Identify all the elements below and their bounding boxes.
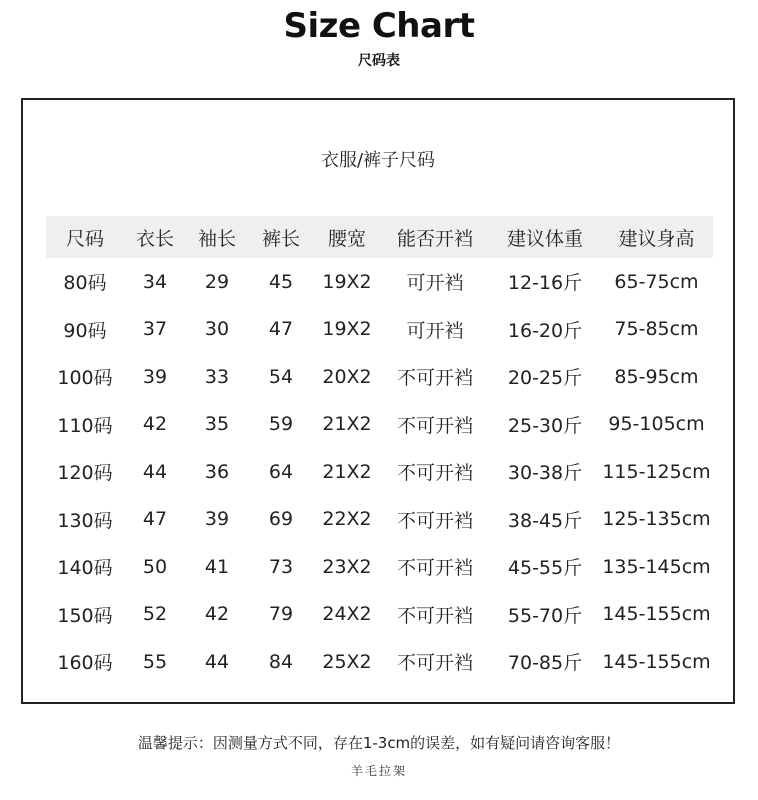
table-cell: 125-135cm [602, 508, 711, 531]
table-cell: 65-75cm [614, 270, 699, 293]
table-cell: 25X2 [322, 650, 372, 673]
table-cell: 69 [268, 508, 294, 531]
table-cell: 64 [268, 460, 294, 483]
table-cell: 135-145cm [602, 555, 711, 578]
table-cell: 41 [204, 555, 230, 578]
table-cell: 34 [142, 270, 168, 293]
table-cell: 150码 [57, 604, 113, 627]
table-cell: 100码 [57, 367, 113, 390]
column-header: 建议身高 [618, 227, 695, 250]
table-cell: 84 [268, 650, 294, 673]
table-cell: 54 [268, 365, 294, 388]
table-cell: 不可开裆 [396, 604, 473, 627]
column-header: 袖长 [197, 227, 236, 250]
table-cell: 16-20斤 [507, 319, 583, 342]
table-cell: 38-45斤 [507, 509, 583, 532]
table-cell: 44 [204, 650, 230, 673]
size-chart-frame [21, 98, 735, 704]
size-table [46, 216, 713, 686]
column-header: 衣长 [135, 227, 174, 250]
table-row [46, 353, 713, 401]
table-cell: 80码 [63, 272, 107, 295]
column-header: 尺码 [65, 227, 104, 250]
table-cell: 30 [204, 318, 230, 341]
table-row [46, 496, 713, 544]
table-cell: 47 [142, 508, 168, 531]
table-cell: 23X2 [322, 555, 372, 578]
page-title: Size Chart [283, 6, 475, 46]
table-cell: 不可开裆 [396, 652, 473, 675]
table-cell: 79 [268, 603, 294, 626]
table-header-row [46, 216, 713, 258]
table-cell: 21X2 [322, 413, 372, 436]
table-row [46, 401, 713, 449]
table-cell: 70-85斤 [507, 652, 583, 675]
column-header: 裤长 [261, 227, 300, 250]
table-cell: 55 [142, 650, 168, 673]
table-cell: 24X2 [322, 603, 372, 626]
table-cell: 19X2 [322, 270, 372, 293]
table-cell: 37 [142, 318, 168, 341]
section-title: 衣服/裤子尺码 [320, 150, 436, 171]
table-cell: 145-155cm [602, 650, 711, 673]
table-cell: 39 [142, 365, 168, 388]
table-cell: 21X2 [322, 460, 372, 483]
table-row [46, 306, 713, 354]
table-cell: 115-125cm [602, 460, 711, 483]
table-cell: 29 [204, 270, 230, 293]
table-cell: 19X2 [322, 318, 372, 341]
table-cell: 20-25斤 [507, 367, 583, 390]
column-header: 建议体重 [506, 227, 583, 250]
table-row [46, 591, 713, 639]
table-cell: 45 [268, 270, 294, 293]
table-cell: 145-155cm [602, 603, 711, 626]
table-row [46, 448, 713, 496]
page-subtitle: 尺码表 [358, 53, 400, 69]
table-cell: 33 [204, 365, 230, 388]
table-cell: 不可开裆 [396, 462, 473, 485]
column-header: 腰宽 [327, 227, 366, 250]
table-cell: 42 [204, 603, 230, 626]
table-cell: 25-30斤 [507, 414, 583, 437]
table-cell: 不可开裆 [396, 509, 473, 532]
table-cell: 45-55斤 [507, 557, 583, 580]
table-cell: 30-38斤 [507, 462, 583, 485]
table-cell: 42 [142, 413, 168, 436]
tip-note: 温馨提示：因测量方式不同，存在1-3cm的误差，如有疑问请咨询客服！ [137, 734, 621, 752]
table-cell: 可开裆 [406, 272, 464, 295]
table-cell: 52 [142, 603, 168, 626]
table-cell: 75-85cm [614, 318, 699, 341]
table-cell: 47 [268, 318, 294, 341]
table-cell: 160码 [57, 652, 113, 675]
table-row [46, 638, 713, 686]
table-row [46, 258, 713, 306]
table-cell: 12-16斤 [507, 272, 583, 295]
brand-mark: 羊毛拉架 [350, 764, 407, 778]
table-cell: 20X2 [322, 365, 372, 388]
table-cell: 55-70斤 [507, 604, 583, 627]
table-cell: 22X2 [322, 508, 372, 531]
table-cell: 140码 [57, 557, 113, 580]
table-cell: 73 [268, 555, 294, 578]
table-cell: 可开裆 [406, 319, 464, 342]
table-cell: 44 [142, 460, 168, 483]
table-cell: 不可开裆 [396, 367, 473, 390]
table-cell: 95-105cm [608, 413, 705, 436]
table-cell: 36 [204, 460, 230, 483]
table-cell: 120码 [57, 462, 113, 485]
table-cell: 不可开裆 [396, 557, 473, 580]
column-header: 能否开裆 [396, 227, 473, 250]
table-cell: 90码 [63, 319, 107, 342]
table-cell: 130码 [57, 509, 113, 532]
table-cell: 110码 [57, 414, 113, 437]
table-cell: 35 [204, 413, 230, 436]
table-cell: 不可开裆 [396, 414, 473, 437]
table-cell: 50 [142, 555, 168, 578]
table-cell: 59 [268, 413, 294, 436]
table-row [46, 543, 713, 591]
table-cell: 39 [204, 508, 230, 531]
table-cell: 85-95cm [614, 365, 699, 388]
